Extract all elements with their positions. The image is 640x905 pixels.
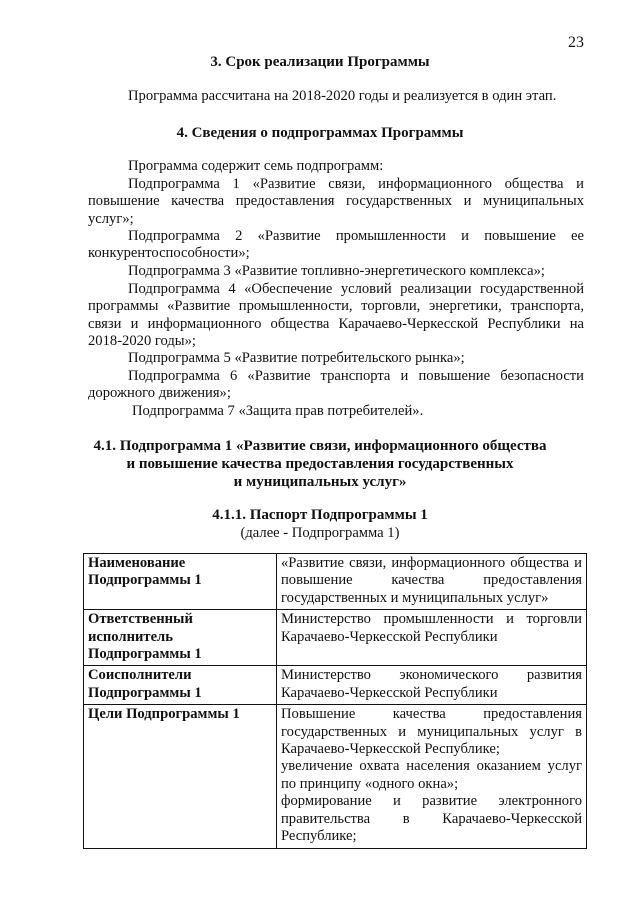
passport-goal-3: формирование и развитие электронного правительства в Карачаево-Черкесской Республике; — [281, 793, 582, 845]
passport-title: 4.1.1. Паспорт Подпрограммы 1 — [212, 507, 428, 523]
passport-row-goals — [84, 705, 587, 848]
subprogram-6-text: Подпрограмма 6 «Развитие транспорта и повышение безопасности дорожного движения»; — [88, 368, 584, 402]
page-number: 23 — [568, 34, 584, 51]
passport-row-coexecutors — [84, 666, 587, 705]
section-4-1-title-line1: 4.1. Подпрограмма 1 «Развитие связи, информационного общества — [93, 438, 547, 454]
passport-value-name — [277, 554, 587, 610]
subprogram-4-text: Подпрограмма 4 «Обеспечение условий реализации государственной программы «Развитие промышленности, торговли, энергетики, транспорта, связи и информационного общества Карачаево-Черкесской Республики на 2018-2020 годы»; — [88, 281, 584, 350]
passport-label-executor: Ответственный исполнитель Подпрограммы 1 — [84, 610, 277, 666]
subprogram-7-text: Подпрограмма 7 «Защита прав потребителей». — [132, 403, 424, 419]
subprogram-6 — [88, 368, 584, 403]
subprogram-2 — [88, 228, 584, 263]
passport-label-coexecutors: Соисполнители Подпрограммы 1 — [84, 666, 277, 705]
passport-table — [83, 553, 587, 849]
subprogram-1-text: Подпрограмма 1 «Развитие связи, информационного общества и повышение качества предоставления государственных и муниципальных услуг»; — [88, 176, 584, 227]
passport-value-executor-text: Министерство промышленности и торговли Карачаево-Черкесской Республики — [281, 611, 582, 645]
section-4-title: 4. Сведения о подпрограммах Программы — [176, 125, 464, 141]
section-4-intro: Программа содержит семь подпрограмм: — [128, 158, 384, 174]
section-4-1-title-line3: и муниципальных услуг» — [233, 474, 407, 490]
passport-label-name: Наименование Подпрограммы 1 — [84, 554, 277, 610]
subprogram-3-text: Подпрограмма 3 «Развитие топливно-энергетического комплекса»; — [128, 263, 545, 279]
passport-goal-1: Повышение качества предоставления государственных и муниципальных услуг в Карачаево-Черкесской Республике; — [281, 706, 582, 758]
subprogram-5-text: Подпрограмма 5 «Развитие потребительского рынка»; — [128, 350, 465, 366]
subprogram-2-text: Подпрограмма 2 «Развитие промышленности и повышение ее конкурентоспособности»; — [88, 228, 584, 262]
subprogram-5 — [88, 350, 584, 367]
subprogram-1 — [88, 176, 584, 228]
passport-value-goals — [277, 705, 587, 848]
subprogram-7 — [132, 403, 584, 420]
passport-row-executor — [84, 610, 587, 666]
section-3-title: 3. Срок реализации Программы — [210, 54, 430, 70]
section-3-text: Программа рассчитана на 2018-2020 годы и реализуется в один этап. — [128, 88, 557, 104]
passport-value-coexecutors-text: Министерство экономического развития Карачаево-Черкесской Республики — [281, 667, 582, 701]
passport-value-name-text: «Развитие связи, информационного общества и повышение качества предоставления государственных и муниципальных услуг» — [281, 555, 582, 606]
subprogram-3 — [88, 263, 584, 280]
passport-row-name — [84, 554, 587, 610]
passport-goal-2: увеличение охвата населения оказанием услуг по принципу «одного окна»; — [281, 758, 582, 792]
passport-subtitle: (далее - Подпрограмма 1) — [240, 525, 400, 541]
passport-value-coexecutors — [277, 666, 587, 705]
subprogram-4 — [88, 281, 584, 351]
section-4-1-title-line2: и повышение качества предоставления государственных — [126, 456, 514, 472]
passport-value-executor — [277, 610, 587, 666]
passport-label-goals: Цели Подпрограммы 1 — [84, 705, 277, 848]
